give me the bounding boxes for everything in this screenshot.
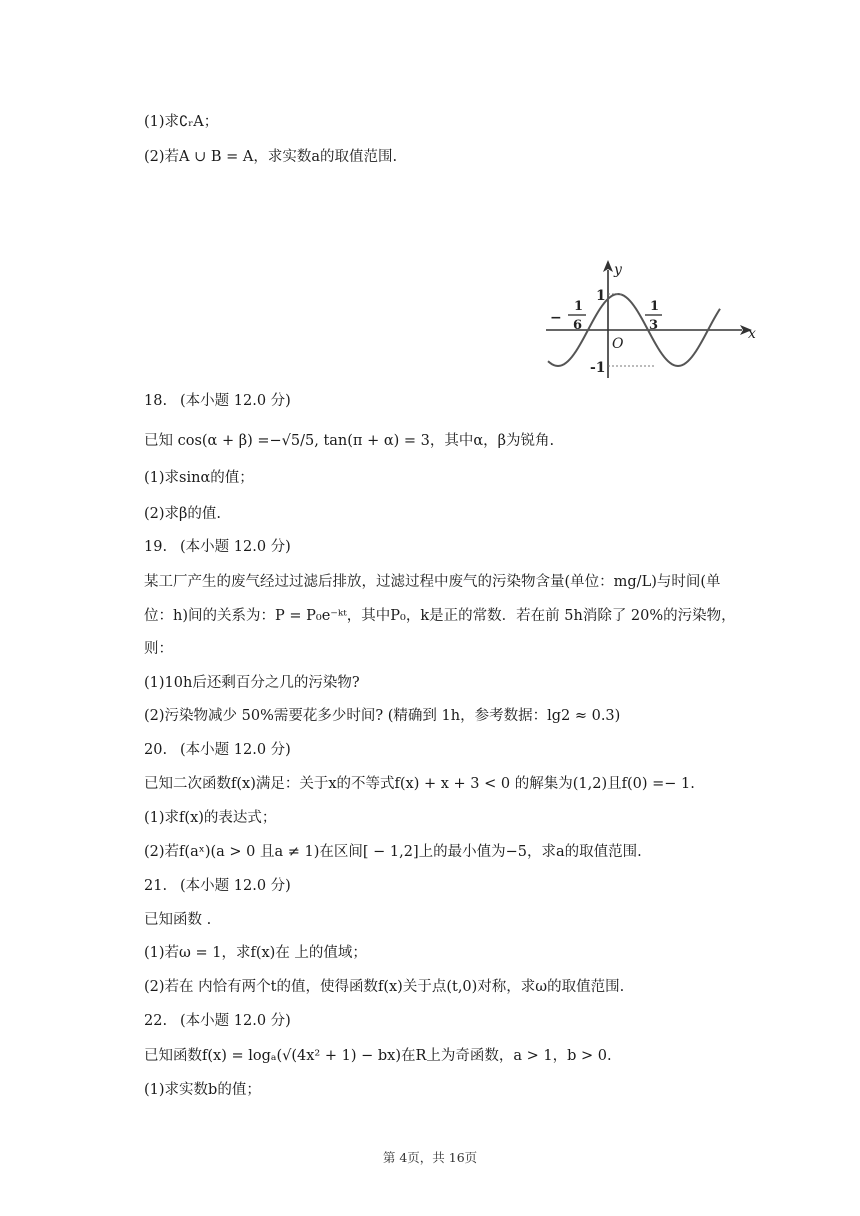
q19-number: 19. (144, 539, 168, 555)
q19-header (144, 537, 291, 557)
q20-body: 已知二次函数f(x)满足：关于x的不等式f(x) + x + 3 < 0 的解集为(1,2)且f(0) =− 1. (144, 776, 695, 792)
q21-header (144, 876, 291, 896)
q20-part2: (2)若f(aˣ)(a > 0 且a ≠ 1)在区间[ − 1,2]上的最小值为−5，求a的取值范围. (144, 844, 642, 860)
q22-body: 已知函数f(x) = logₐ(√(4x² + 1) − bx)在R上为奇函数，a > 1，b > 0. (144, 1048, 612, 1064)
x-tick-left-den: 6 (573, 318, 583, 333)
x-tick-left-sign: − (550, 310, 562, 326)
q18-number: 18. (144, 393, 168, 409)
q18-body: 已知 cos(α + β) =−√5/5, tan(π + α) = 3，其中α，β为锐角. (144, 433, 555, 449)
q22-points: (本小题 12.0 分) (180, 1013, 291, 1029)
q20-part1: (1)求f(x)的表达式； (144, 810, 277, 826)
x-tick-right-den: 3 (649, 318, 659, 333)
q19-part2: (2)污染物减少 50%需要花多少时间? (精确到 1h，参考数据：lg2 ≈ 0.3) (144, 708, 621, 724)
q19-body-line2: 位：h)间的关系为：P = P₀e⁻ᵏᵗ，其中P₀，k是正的常数．若在前 5h消除了 20%的污染物， (144, 608, 736, 624)
q17-part1: (1)求∁ᵣA； (144, 114, 219, 130)
x-tick-left-num: 1 (574, 299, 584, 314)
q21-body: 已知函数 . (144, 912, 212, 928)
q21-number: 21. (144, 878, 168, 894)
y-tick-bottom: -1 (590, 360, 606, 376)
q22-number: 22. (144, 1013, 168, 1029)
page-footer: 第 4页，共 16页 (382, 1150, 478, 1165)
q19-points: (本小题 12.0 分) (180, 539, 291, 555)
y-axis-label: y (614, 262, 622, 278)
q19-part1: (1)10h后还剩百分之几的污染物? (144, 675, 360, 691)
q21-part1: (1)若ω = 1，求f(x)在 上的值域； (144, 945, 367, 961)
y-tick-top: 1 (596, 288, 606, 304)
q21-points: (本小题 12.0 分) (180, 878, 291, 894)
q21-part2: (2)若在 内恰有两个t的值，使得函数f(x)关于点(t,0)对称，求ω的取值范围. (144, 979, 625, 995)
x-tick-right-num: 1 (650, 299, 660, 314)
q19-body-line3: 则： (144, 641, 173, 657)
q18-header (144, 391, 291, 411)
q17-part2: (2)若A ∪ B = A，求实数a的取值范围. (144, 149, 398, 165)
origin-label: O (612, 336, 624, 352)
q22-header (144, 1011, 291, 1031)
q18-points: (本小题 12.0 分) (180, 393, 291, 409)
x-axis-label: x (748, 326, 756, 342)
q20-header (144, 740, 291, 760)
q18-part1: (1)求sinα的值； (144, 470, 254, 486)
q19-body-line1: 某工厂产生的废气经过过滤后排放，过滤过程中废气的污染物含量(单位：mg/L)与时间(单 (144, 574, 721, 590)
sine-graph-figure (540, 258, 762, 382)
q22-part1: (1)求实数b的值； (144, 1082, 261, 1098)
q20-points: (本小题 12.0 分) (180, 742, 291, 758)
q20-number: 20. (144, 742, 168, 758)
q18-part2: (2)求β的值. (144, 506, 222, 522)
